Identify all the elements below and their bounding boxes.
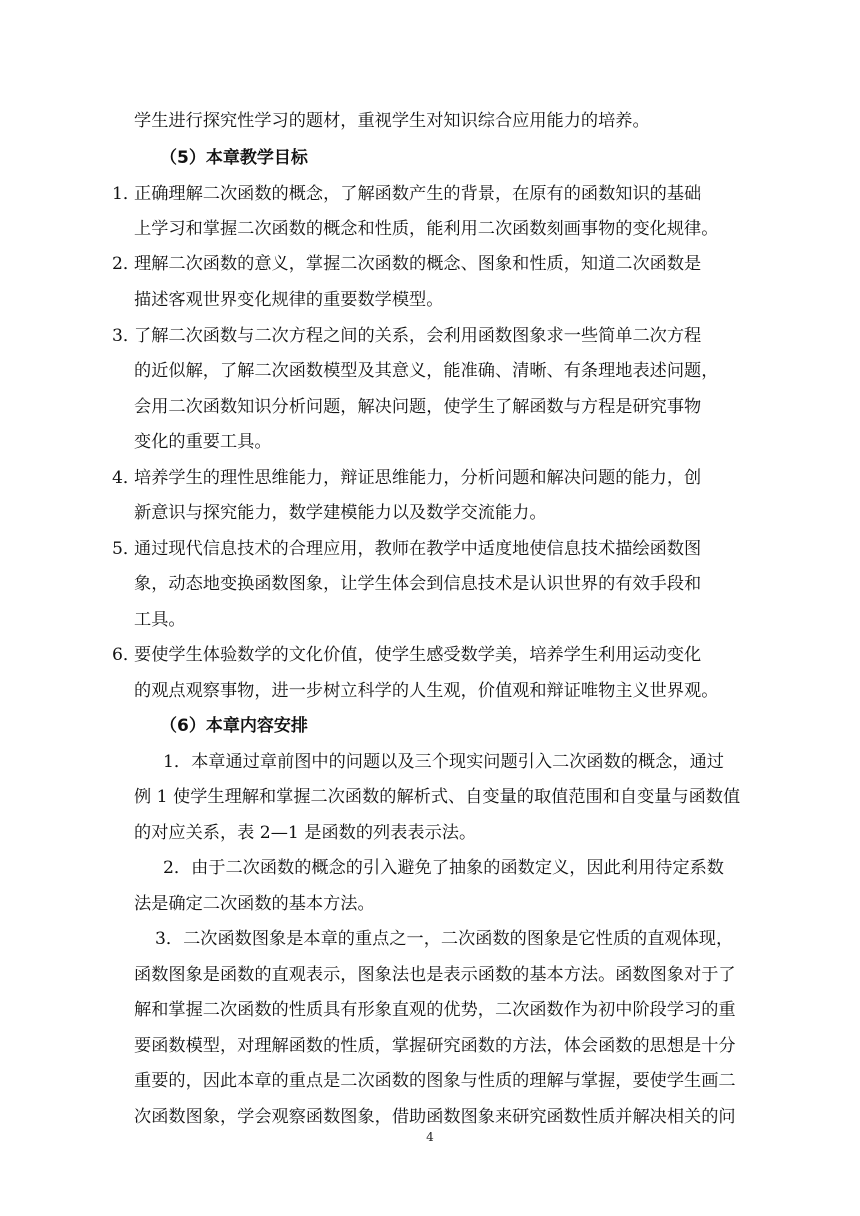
list-item-3-line-4: 变化的重要工具。 [134,432,272,452]
list-item-2-number: 2． [112,254,141,274]
paragraph-1-line-2: 例 1 使学生理解和掌握二次函数的解析式、自变量的取值范围和自变量与函数值 [134,787,741,807]
page-number: 4 [426,1130,434,1144]
paragraph-1-line-1: 1．本章通过章前图中的问题以及三个现实问题引入二次函数的概念，通过 [163,752,724,772]
list-item-3-line-2: 的近似解，了解二次函数模型及其意义，能准确、清晰、有条理地表述问题， [134,361,719,381]
list-item-3-line-3: 会用二次函数知识分析问题，解决问题，使学生了解函数与方程是研究事物 [134,397,702,417]
list-item-1-line-2: 上学习和掌握二次函数的概念和性质，能利用二次函数刻画事物的变化规律。 [134,219,719,239]
paragraph-3-line-5: 重要的，因此本章的重点是二次函数的图象与性质的理解与掌握，要使学生画二 [134,1071,736,1091]
list-item-4-line-1: 4．培养学生的理性思维能力，辩证思维能力，分析问题和解决问题的能力，创 [112,460,701,496]
list-item-1-line-1: 1．正确理解二次函数的概念，了解函数产生的背景，在原有的函数知识的基础 [112,176,701,212]
paragraph-2-line-1: 2．由于二次函数的概念的引入避免了抽象的函数定义，因此利用待定系数 [163,858,724,878]
list-item-4-number: 4． [112,468,141,488]
list-item-6-line-1: 6．要使学生体验数学的文化价值，使学生感受数学美，培养学生利用运动变化 [112,637,701,673]
list-item-6-line-2: 的观点观察事物，进一步树立科学的人生观，价值观和辩证唯物主义世界观。 [134,681,719,701]
section6-heading: （6）本章内容安排 [160,716,308,736]
paragraph-1-line-3: 的对应关系，表 2—1 是函数的列表表示法。 [134,823,477,843]
list-item-1-number: 1． [112,184,141,204]
paragraph-3-line-6: 次函数图象，学会观察函数图象，借助函数图象来研究函数性质并解决相关的问 [134,1107,736,1127]
paragraph-2-line-2: 法是确定二次函数的基本方法。 [134,894,375,914]
list-item-5-number: 5． [112,539,141,559]
list-item-3-line-1: 3．了解二次函数与二次方程之间的关系，会利用函数图象求一些简单二次方程 [112,318,701,354]
section5-heading: （5）本章教学目标 [160,148,308,168]
list-item-5-line-3: 工具。 [134,610,186,630]
paragraph-3-line-3: 解和掌握二次函数的性质具有形象直观的优势，二次函数作为初中阶段学习的重 [134,1000,736,1020]
list-item-6-number: 6． [112,645,141,665]
paragraph-3-line-4: 要函数模型，对理解函数的性质，掌握研究函数的方法，体会函数的思想是十分 [134,1036,736,1056]
list-item-4-line-2: 新意识与探究能力，数学建模能力以及数学交流能力。 [134,503,547,523]
list-item-3-number: 3． [112,326,141,346]
paragraph-3-line-2: 函数图象是函数的直观表示，图象法也是表示函数的基本方法。函数图象对于了 [134,965,736,985]
list-item-5-line-2: 象，动态地变换函数图象，让学生体会到信息技术是认识世界的有效手段和 [134,574,702,594]
list-item-2-line-2: 描述客观世界变化规律的重要数学模型。 [134,290,444,310]
list-item-2-line-1: 2．理解二次函数的意义，掌握二次函数的概念、图象和性质，知道二次函数是 [112,246,701,282]
paragraph-3-line-1: 3．二次函数图象是本章的重点之一，二次函数的图象是它性质的直观体现， [155,929,734,949]
intro-line: 学生进行探究性学习的题材，重视学生对知识综合应用能力的培养。 [134,111,650,131]
list-item-5-line-1: 5．通过现代信息技术的合理应用，教师在教学中适度地使信息技术描绘函数图 [112,531,701,567]
